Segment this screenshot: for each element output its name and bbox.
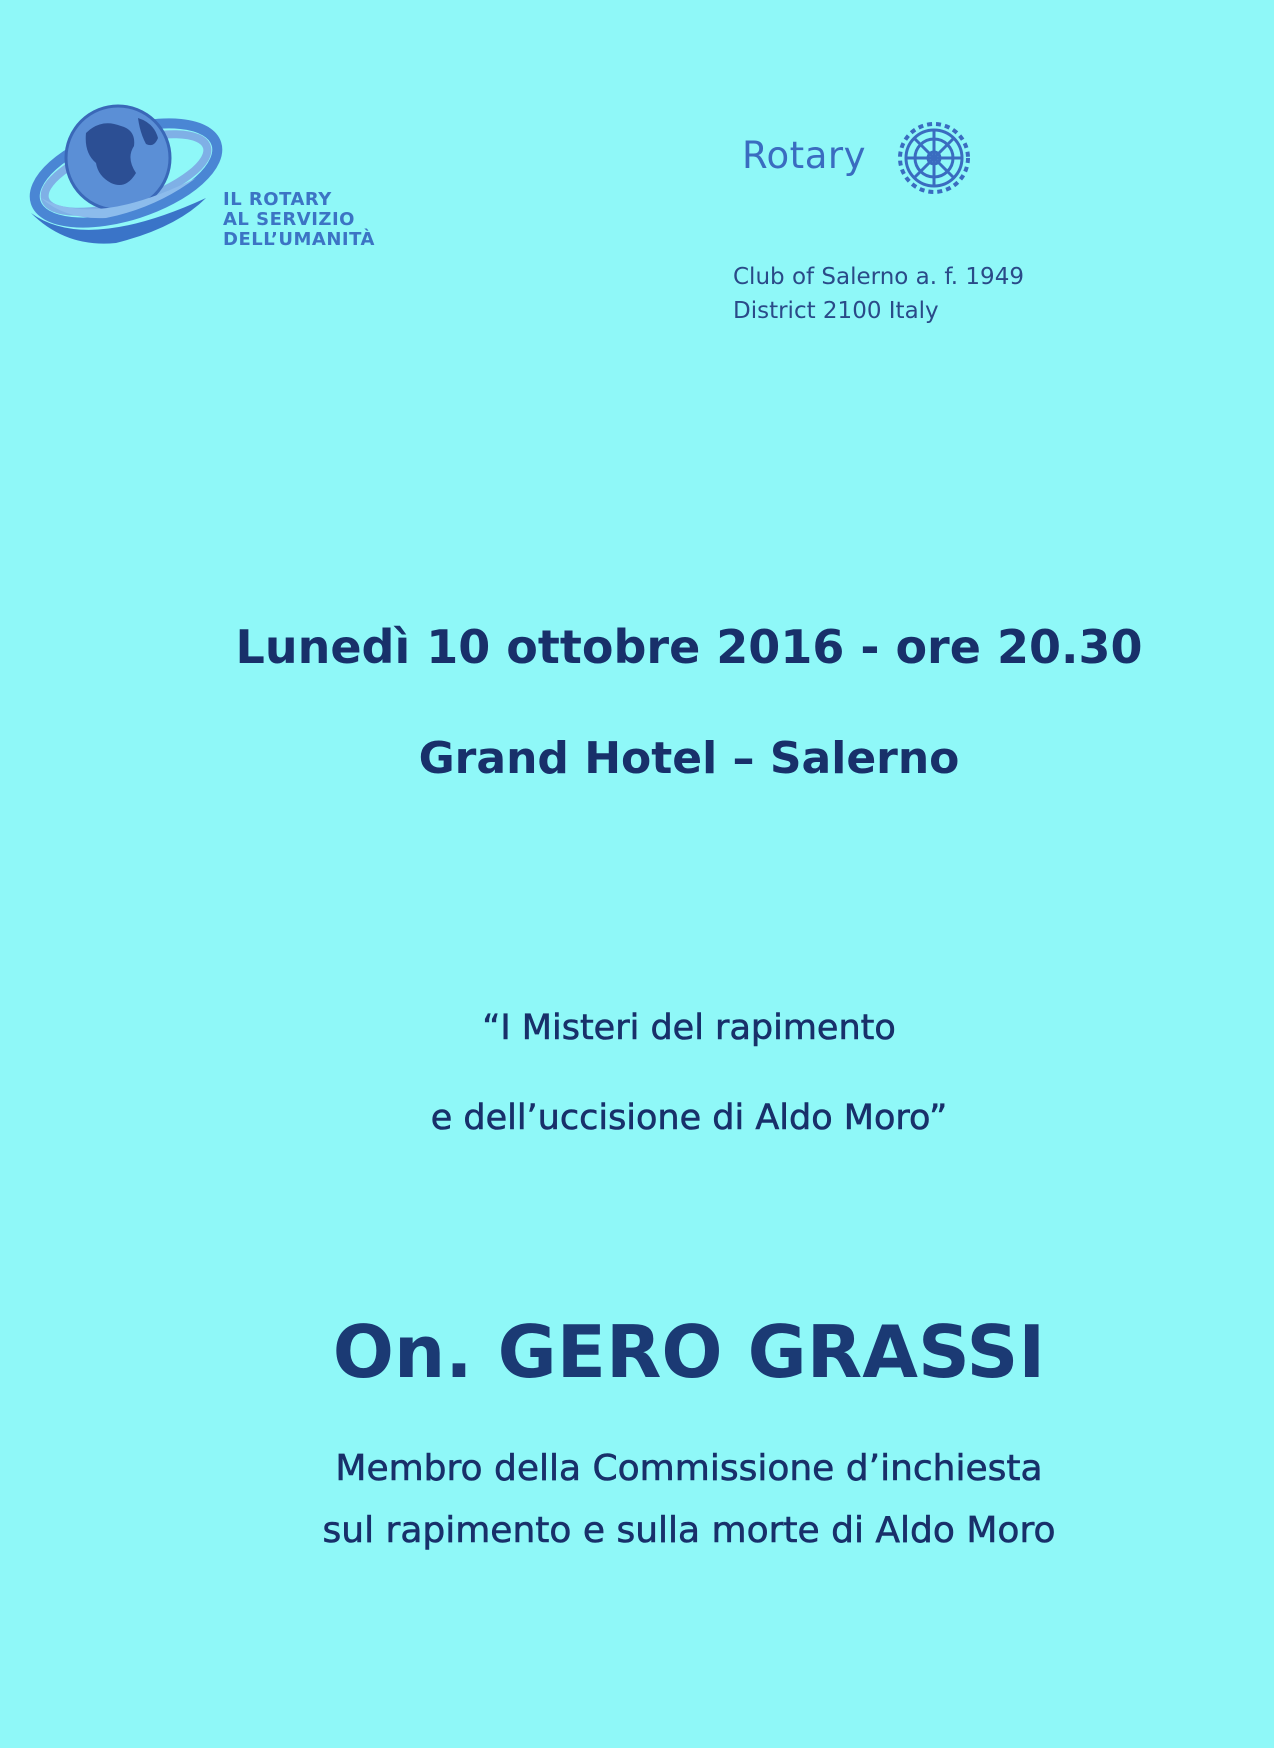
globe-icon — [26, 78, 226, 268]
event-date-time: Lunedì 10 ottobre 2016 - ore 20.30 — [235, 620, 1143, 674]
theme-logo-text — [223, 190, 375, 250]
theme-logo-line: IL ROTARY — [223, 189, 332, 210]
club-info — [733, 260, 1024, 328]
rotary-wordmark: Rotary — [742, 134, 866, 177]
event-venue: Grand Hotel – Salerno — [418, 733, 960, 784]
talk-title-line-1: “I Misteri del rapimento — [482, 1008, 896, 1048]
rotary-wheel-icon — [892, 116, 976, 200]
theme-logo — [26, 78, 396, 278]
club-name: Club of Salerno a. f. 1949 — [733, 264, 1024, 290]
theme-logo-line: DELL’UMANITÀ — [223, 229, 375, 250]
theme-logo-line: AL SERVIZIO — [223, 209, 355, 230]
speaker-name: On. GERO GRASSI — [332, 1310, 1046, 1394]
club-district: District 2100 Italy — [733, 298, 939, 324]
talk-title-line-2: e dell’uccisione di Aldo Moro” — [430, 1098, 948, 1138]
rotary-logo — [742, 112, 1002, 202]
speaker-role-line-1: Membro della Commissione d’inchiesta — [335, 1448, 1043, 1489]
speaker-role-line-2: sul rapimento e sulla morte di Aldo Moro — [322, 1510, 1056, 1551]
